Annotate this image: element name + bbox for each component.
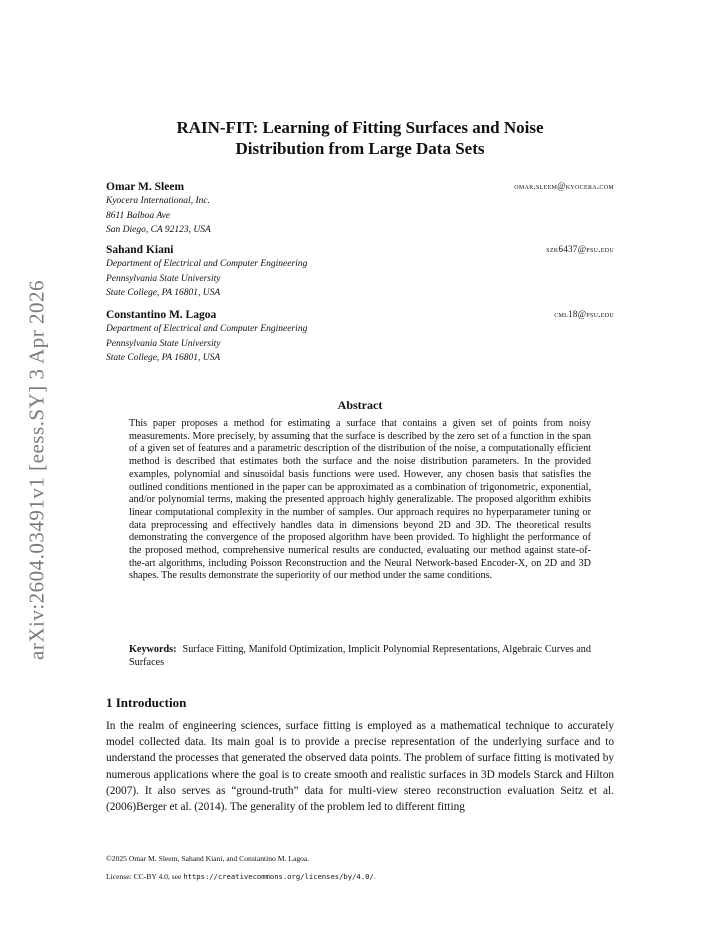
author-block-1 [106,180,614,238]
abstract-heading: Abstract [337,398,383,412]
affiliation-line: Pennsylvania State University [106,273,221,284]
footer-license [106,872,614,881]
footer-copyright: ©2025 Omar M. Sleem, Sahand Kiani, and Constantino M. Lagoa. [106,854,310,863]
author-name: Sahand Kiani [106,244,174,256]
introduction-paragraph: In the realm of engineering sciences, surface fitting is employed as a mathematical technique to accurately model collected data. Its main goal is to provide a precise representation of the underlying surface and to understand the processes that generated the observed data points. The problem of surface fitting is motivated by numerous applications where the goal is to create smooth and realistic surfaces in 3D models Starck and Hilton (2007). It also serves as “ground-truth” data for multi-view stereo reconstruction evaluation Seitz et al. (2006)Berger et al. (2014). The generality of the problem led to different fitting [106,720,614,814]
affiliation-line: San Diego, CA 92123, USA [106,225,211,236]
keywords-text: Surface Fitting, Manifold Optimization, Implicit Polynomial Representations, Algebraic Curves and Surfaces [129,644,591,668]
affiliation-line: Pennsylvania State University [106,338,221,349]
affiliation-line: Kyocera International, Inc. [106,196,210,206]
author-block-2 [106,243,614,301]
affiliation-line: State College, PA 16801, USA [106,353,221,364]
arxiv-stamp[interactable]: arXiv:2604.03491v1 [eess.SY] 3 Apr 2026 [24,280,49,660]
license-prefix: License: CC-BY 4.0, see [106,872,184,881]
affiliation-line: Department of Electrical and Computer Engineering [106,324,308,334]
author-block-3 [106,308,614,366]
affiliation-line: Department of Electrical and Computer Engineering [106,259,308,269]
affiliation-line: State College, PA 16801, USA [106,288,221,299]
keywords [129,644,591,669]
arxiv-sidebar [17,260,57,680]
title-line-1: RAIN-FIT: Learning of Fitting Surfaces and Noise [176,118,544,137]
keywords-label: Keywords: [129,644,177,655]
license-suffix: . [373,872,376,881]
paper-title [106,117,614,159]
author-email[interactable]: omar.sleem@kyocera.com [514,181,614,191]
abstract-body: This paper proposes a method for estimating a surface that contains a given set of points from noisy measurements. More precisely, by assuming that the surface is described by the zero set of a function in the span of a given set of features and a parametric description of the distribution of the noise, a computationally efficient method is described that estimates both the surface and the noise distribution parameters. In the provided examples, polynomial and sinusoidal basis functions were used. However, any chosen basis that satisfies the outlined conditions mentioned in the paper can be approximated as a combination of trigonometric, exponential, and/or polynomial terms, making the presented approach highly generalizable. The proposed algorithm exhibits linear computational complexity in the number of samples. Our approach requires no hyperparameter tuning or data preprocessing and effectively handles data in dimensions beyond 2D and 3D. The theoretical results demonstrating the convergence of the proposed algorithm have been provided. To highlight the performance of the proposed method, comprehensive numerical results are conducted, evaluating our method against state-of-the-art algorithms, including Poisson Reconstruction and the Neural Network-based Encoder-X, on 2D and 3D shapes. The results demonstrate the superiority of our method under the same conditions. [129,418,591,582]
author-email[interactable]: cml18@psu.edu [554,309,614,319]
affiliation-line: 8611 Balboa Ave [106,210,171,221]
author-name: Omar M. Sleem [106,181,185,193]
license-link[interactable]: https://creativecommons.org/licenses/by/4.0/ [183,872,374,881]
author-email[interactable]: szk6437@psu.edu [546,244,614,254]
section-heading-introduction: 1 Introduction [106,695,187,710]
author-name: Constantino M. Lagoa [106,309,217,321]
title-line-2: Distribution from Large Data Sets [235,139,485,158]
